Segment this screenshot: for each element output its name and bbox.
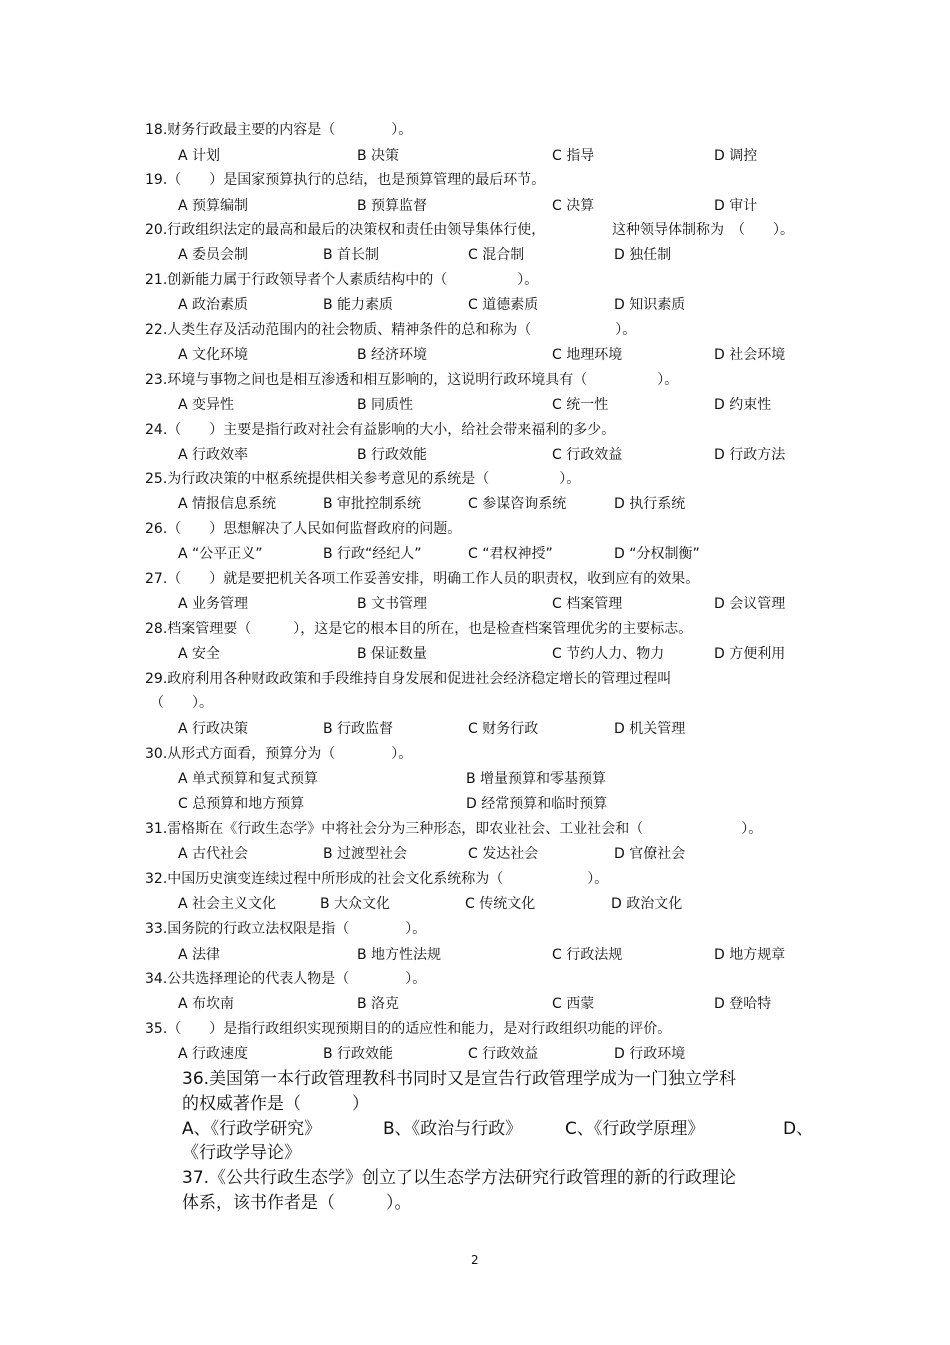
option-b: B 行政效能 — [323, 1046, 394, 1062]
option-a: A 单式预算和复式预算 — [178, 771, 319, 787]
question-23-stem: 23.环境与事物之间也是相互渗透和相互影响的，这说明行政环境具有（ ）。 — [145, 372, 679, 388]
option-a: A 行政决策 — [178, 721, 249, 737]
option-c: C 传统文化 — [465, 896, 536, 912]
question-32-stem: 32.中国历史演变连续过程中所形成的社会文化系统称为（ ）。 — [145, 871, 609, 887]
question-29-stem: 29.政府利用各种财政政策和手段维持自身发展和促进社会经济稳定增长的管理过程叫 — [145, 671, 672, 687]
option-d: D 执行系统 — [614, 496, 686, 512]
option-d: D 地方规章 — [714, 947, 786, 963]
option-b: B 经济环境 — [357, 347, 428, 363]
option-c: C 地理环境 — [552, 347, 623, 363]
option-d: D 会议管理 — [714, 596, 786, 612]
option-a: A 法律 — [178, 947, 221, 963]
option-b: B 首长制 — [323, 247, 380, 263]
option-d: D 审计 — [714, 198, 758, 214]
option-c: C 指导 — [552, 148, 595, 164]
question-29-stem-cont: （ ）。 — [150, 695, 213, 711]
question-21-stem: 21.创新能力属于行政领导者个人素质结构中的（ ）。 — [145, 272, 539, 288]
option-b: B 文书管理 — [357, 596, 428, 612]
question-25-stem: 25.为行政决策的中枢系统提供相关参考意见的系统是（ ）。 — [145, 471, 581, 487]
option-a: A 业务管理 — [178, 596, 249, 612]
option-d: D 政治文化 — [611, 896, 683, 912]
option-b: B 行政效能 — [357, 447, 428, 463]
option-c: C 统一性 — [552, 397, 609, 413]
option-b: B 行政监督 — [323, 721, 394, 737]
option-d-text: 《行政学导论》 — [182, 1143, 301, 1163]
option-a: A 社会主义文化 — [178, 896, 277, 912]
option-b: B 大众文化 — [320, 896, 391, 912]
option-b: B 洛克 — [357, 996, 400, 1012]
option-c: C 发达社会 — [468, 846, 539, 862]
option-d: D 知识素质 — [614, 297, 686, 313]
option-a: A 文化环境 — [178, 347, 249, 363]
option-a: A 行政效率 — [178, 447, 249, 463]
option-c: C “君权神授” — [468, 546, 553, 562]
option-c: C 档案管理 — [552, 596, 623, 612]
option-b: B 决策 — [357, 148, 400, 164]
question-36-stem: 36.美国第一本行政管理教科书同时又是宣告行政管理学成为一门独立学科 — [182, 1069, 737, 1089]
option-b: B 预算监督 — [357, 198, 428, 214]
option-b: B 行政“经纪人” — [323, 546, 422, 562]
option-d: D 约束性 — [714, 397, 772, 413]
question-27-stem: 27.（ ）就是要把机关各项工作妥善安排，明确工作人员的职责权，收到应有的效果。 — [145, 571, 700, 587]
option-a: A 委员会制 — [178, 247, 249, 263]
option-b: B、《政治与行政》 — [383, 1119, 523, 1139]
option-a: A 变异性 — [178, 397, 235, 413]
option-c: C 总预算和地方预算 — [178, 796, 305, 812]
option-a: A 布坎南 — [178, 996, 235, 1012]
option-d: D、 — [783, 1119, 814, 1139]
option-d: D 方便利用 — [714, 646, 786, 662]
option-b: B 过渡型社会 — [323, 846, 408, 862]
option-d: D 行政环境 — [614, 1046, 686, 1062]
option-a: A 古代社会 — [178, 846, 249, 862]
option-d: D 行政方法 — [714, 447, 786, 463]
question-33-stem: 33.国务院的行政立法权限是指（ ）。 — [145, 921, 427, 937]
question-37-stem-cont: 体系，该书作者是（ ）。 — [182, 1193, 412, 1213]
option-c: C 行政法规 — [552, 947, 623, 963]
option-c: C 决算 — [552, 198, 595, 214]
option-c: C 财务行政 — [468, 721, 539, 737]
option-b: B 能力素质 — [323, 297, 394, 313]
option-d: D 独任制 — [614, 247, 672, 263]
question-36-stem-cont: 的权威著作是（ ） — [182, 1094, 369, 1114]
option-b: B 增量预算和零基预算 — [466, 771, 607, 787]
option-b: B 审批控制系统 — [323, 496, 422, 512]
page-number: 2 — [471, 1253, 479, 1267]
option-a: A 预算编制 — [178, 198, 249, 214]
option-d: D “分权制衡” — [614, 546, 700, 562]
question-31-stem: 31.雷格斯在《行政生态学》中将社会分为三种形态，即农业社会、工业社会和（ ）。 — [145, 821, 763, 837]
option-a: A、《行政学研究》 — [182, 1119, 322, 1139]
question-37-stem: 37.《公共行政生态学》创立了以生态学方法研究行政管理的新的行政理论 — [182, 1168, 737, 1188]
option-c: C 混合制 — [468, 247, 525, 263]
option-c: C、《行政学原理》 — [565, 1119, 705, 1139]
question-22-stem: 22.人类生存及活动范围内的社会物质、精神条件的总和称为（ ）。 — [145, 322, 637, 338]
option-b: B 地方性法规 — [357, 947, 442, 963]
option-d: D 登哈特 — [714, 996, 772, 1012]
question-28-stem: 28.档案管理要（ ），这是它的根本目的所在，也是检查档案管理优劣的主要标志。 — [145, 621, 693, 637]
option-d: D 机关管理 — [614, 721, 686, 737]
option-a: A 情报信息系统 — [178, 496, 277, 512]
option-d: D 调控 — [714, 148, 758, 164]
question-18-stem: 18.财务行政最主要的内容是（ ）。 — [145, 122, 413, 138]
option-d: D 社会环境 — [714, 347, 786, 363]
question-24-stem: 24.（ ）主要是指行政对社会有益影响的大小，给社会带来福利的多少。 — [145, 422, 616, 438]
option-a: A 计划 — [178, 148, 221, 164]
option-d: D 经常预算和临时预算 — [466, 796, 608, 812]
option-a: A “公平正义” — [178, 546, 263, 562]
option-c: C 行政效益 — [552, 447, 623, 463]
question-30-stem: 30.从形式方面看，预算分为（ ）。 — [145, 746, 413, 762]
option-c: C 西蒙 — [552, 996, 595, 1012]
option-b: B 同质性 — [357, 397, 414, 413]
option-c: C 参谋咨询系统 — [468, 496, 567, 512]
question-20-stem-cont: 这种领导体制称为 （ ）。 — [612, 222, 794, 238]
question-34-stem: 34.公共选择理论的代表人物是（ ）。 — [145, 971, 427, 987]
question-19-stem: 19.（ ）是国家预算执行的总结，也是预算管理的最后环节。 — [145, 172, 546, 188]
question-35-stem: 35.（ ）是指行政组织实现预期目的的适应性和能力，是对行政组织功能的评价。 — [145, 1021, 672, 1037]
option-d: D 官僚社会 — [614, 846, 686, 862]
option-c: C 节约人力、物力 — [552, 646, 665, 662]
question-26-stem: 26.（ ）思想解决了人民如何监督政府的问题。 — [145, 521, 462, 537]
question-20-stem: 20.行政组织法定的最高和最后的决策权和责任由领导集体行使， — [145, 222, 546, 238]
option-a: A 行政速度 — [178, 1046, 249, 1062]
option-a: A 政治素质 — [178, 297, 249, 313]
option-c: C 道德素质 — [468, 297, 539, 313]
option-c: C 行政效益 — [468, 1046, 539, 1062]
option-a: A 安全 — [178, 646, 221, 662]
option-b: B 保证数量 — [357, 646, 428, 662]
